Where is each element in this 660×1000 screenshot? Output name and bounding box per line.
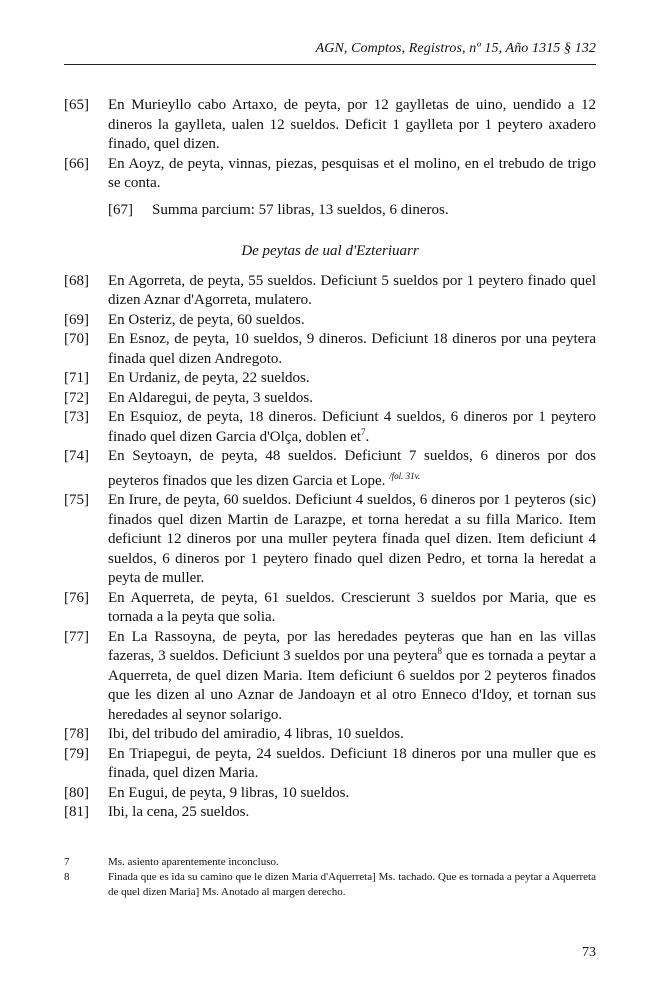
entry bbox=[64, 725, 596, 745]
entry-text-part: En Esquioz, de peyta, 18 dineros. Deficiunt 4 sueldos, 6 dineros por 1 peytero finado quel dizen Garcia d'Olça, doblen et bbox=[108, 409, 596, 445]
entry bbox=[64, 803, 596, 823]
entry bbox=[64, 447, 596, 491]
footnote-number: 8 bbox=[64, 871, 70, 883]
entry bbox=[64, 369, 596, 389]
entry-text: En Aldaregui, de peyta, 3 sueldos. bbox=[108, 389, 313, 406]
entry bbox=[64, 408, 596, 447]
footnote-number: 7 bbox=[64, 856, 70, 868]
entry-text-part: . bbox=[365, 428, 370, 445]
page-number: 73 bbox=[582, 945, 596, 960]
entry-number: [65] bbox=[64, 97, 89, 113]
footnotes bbox=[64, 855, 596, 900]
entry bbox=[64, 155, 596, 194]
entry bbox=[64, 272, 596, 311]
entry bbox=[64, 311, 596, 331]
entry bbox=[64, 784, 596, 804]
entry-number: [80] bbox=[64, 784, 89, 801]
entry-number: [74] bbox=[64, 448, 89, 464]
entry-number: [79] bbox=[64, 745, 89, 762]
entry-text: En Esnoz, de peyta, 10 sueldos, 9 dineros. Deficiunt 18 dineros por una peytera finada quel dizen Andregoto. bbox=[108, 331, 596, 367]
entry-text: En Murieyllo cabo Artaxo, de peyta, por 12 gaylletas de uino, uendido a 12 dineros la gaylleta, ualen 12 sueldos. Deficit 1 gaylleta por 1 peytero axadero finado, quel dizen. bbox=[108, 97, 596, 152]
entry bbox=[64, 745, 596, 784]
entry bbox=[64, 330, 596, 369]
header-rule bbox=[64, 64, 596, 65]
summa-entry bbox=[64, 201, 596, 221]
folio-marker: /fol. 31v. bbox=[389, 470, 421, 481]
entry-text: En Osteriz, de peyta, 60 sueldos. bbox=[108, 311, 305, 328]
footnote bbox=[64, 870, 596, 900]
footnote-reference[interactable]: 7 bbox=[361, 426, 366, 437]
entry-number: [78] bbox=[64, 726, 89, 742]
entry bbox=[64, 491, 596, 589]
entry-text: En Aquerreta, de peyta, 61 sueldos. Crescierunt 3 sueldos por Maria, que es tornada a la peyta que solia. bbox=[108, 589, 596, 625]
entry-number: [72] bbox=[64, 389, 89, 406]
entry-text: En Irure, de peyta, 60 sueldos. Deficiunt 4 sueldos, 6 dineros por 1 peyteros (sic) finados quel dizen Martin de Larazpe, et torna heredat a su filla Marico. Item deficiunt 12 dineros por una muller peytera finada quel dizen. Item deficiunt 4 sueldos, 6 dineros por 1 peytero finado quel dizen Pedro, et torna la heredat a peyta de muller. bbox=[108, 492, 596, 586]
footnote bbox=[64, 855, 596, 870]
entry-number: [77] bbox=[64, 628, 89, 645]
entry-number: [69] bbox=[64, 311, 89, 328]
entry-number: [68] bbox=[64, 272, 89, 289]
running-head: AGN, Comptos, Registros, nº 15, Año 1315 § 132 bbox=[315, 41, 596, 56]
entry-text-part: En La Rassoyna, de peyta, por las heredades peyteras que han en las villas fazeras, 3 sueldos. Deficiunt 3 sueldos por una peytera bbox=[108, 628, 596, 664]
entry-number: [71] bbox=[64, 370, 89, 386]
entry-number: [73] bbox=[64, 409, 89, 425]
entry-number: [66] bbox=[64, 155, 89, 172]
entry-text-part: que es tornada a peytar a Aquerreta, de quel dizen Maria. Item deficiunt 6 sueldos por 2 peyteros finados que les dizen al uno Aznar de Jandoayn et al otro Enneco d'Idoy, et tornan sus heredades al seynor solarigo. bbox=[108, 648, 596, 723]
entry bbox=[64, 628, 596, 726]
entry-text: Ibi, la cena, 25 sueldos. bbox=[108, 804, 250, 820]
entry-number: [75] bbox=[64, 492, 89, 508]
footnote-text: Ms. asiento aparentemente inconcluso. bbox=[108, 856, 279, 868]
entry-text: En Eugui, de peyta, 9 libras, 10 sueldos. bbox=[108, 784, 350, 801]
entry-number: [76] bbox=[64, 589, 89, 606]
entry-text: En Aoyz, de peyta, vinnas, piezas, pesquisas et el molino, en el trebudo de trigo se conta. bbox=[108, 155, 596, 191]
entry-text: En Triapegui, de peyta, 24 sueldos. Deficiunt 18 dineros por una muller que es finada, quel dizen Maria. bbox=[108, 745, 596, 781]
entry bbox=[64, 389, 596, 409]
entry-text bbox=[108, 447, 596, 491]
entry-number: [81] bbox=[64, 804, 89, 820]
section-title: De peytas de ual d'Ezteriuarr bbox=[241, 243, 419, 259]
entry-text-part: En Seytoayn, de peyta, 48 sueldos. Deficiunt 7 sueldos, 6 dineros por dos peyteros finados que les dizen Garcia et Lope. bbox=[108, 448, 596, 489]
entry-number: [70] bbox=[64, 331, 89, 347]
footnote-text: Finada que es ida su camino que le dizen Maria d'Aquerreta] Ms. tachado. Que es tornada a peytar a Aquerreta de quel dizen Maria] Ms. Anotado al margen derecho. bbox=[108, 871, 596, 898]
entry bbox=[64, 96, 596, 155]
summa-text: Summa parcium: 57 libras, 13 sueldos, 6 dineros. bbox=[152, 201, 449, 218]
main-text bbox=[64, 96, 596, 823]
entry bbox=[64, 589, 596, 628]
entry-text bbox=[108, 408, 596, 447]
entry-text bbox=[108, 628, 596, 726]
entry-text: En Agorreta, de peyta, 55 sueldos. Deficiunt 5 sueldos por 1 peytero finado quel dizen Aznar d'Agorreta, mulatero. bbox=[108, 272, 596, 308]
entry-text: En Urdaniz, de peyta, 22 sueldos. bbox=[108, 370, 310, 386]
entry-text: Ibi, del tribudo del amiradio, 4 libras, 10 sueldos. bbox=[108, 726, 404, 742]
footnote-reference[interactable]: 8 bbox=[437, 646, 442, 656]
entry-number: [67] bbox=[108, 201, 133, 218]
